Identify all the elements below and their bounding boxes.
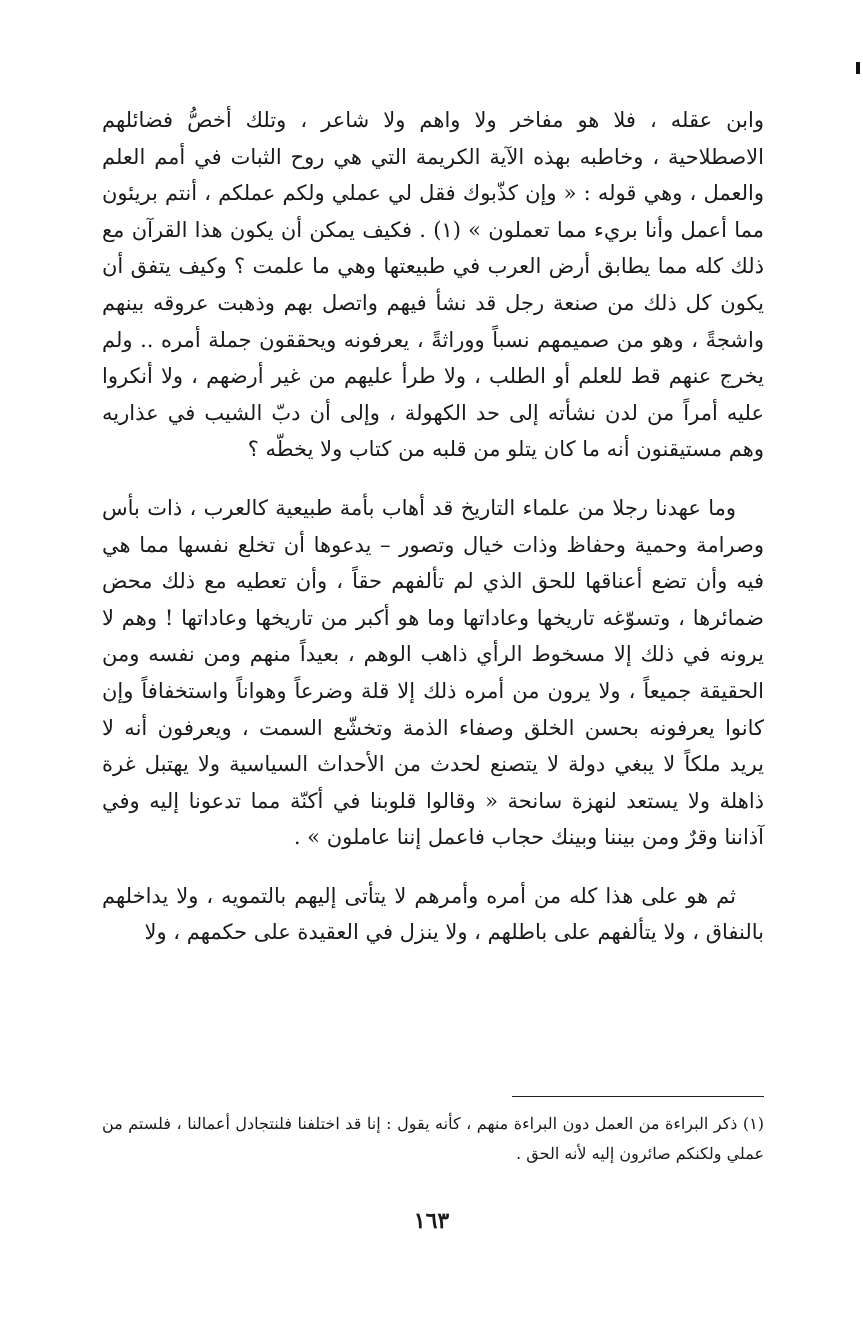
paragraph-2: وما عهدنا رجلا من علماء التاريخ قد أهاب بأمة طبيعية كالعرب ، ذات بأس وصرامة وحمية وحفاظ وذات خيال وتصور – يدعوها أن تخلع نفسها مما هي فيه وأن تضع أعناقها للحق الذي لم تألفهم حقاً ، وأن تعطيه مع ذلك محض ضمائرها ، وتسوّغه تاريخها وعاداتها وما هو أكبر من تاريخها وعاداتها ! وهم لا يرونه في ذلك إلا مسخوط الرأي ذاهب الوهم ، بعيداً منهم ومن نفسه ومن الحقيقة جميعاً ، ولا يرون من أمره ذلك إلا قلة وضرعاً وهواناً واستخفافاً وإن كانوا يعرفونه بحسن الخلق وصفاء الذمة وتخشّع السمت ، ويعرفون أنه لا يريد ملكاً لا يبغي دولة لا يتصنع لحدث من الأحداث السياسية ولا يهتبل غرة ذاهلة ولا يستعد لنهزة سانحة « وقالوا قلوبنا في أكنّة مما تدعونا إليه وفي آذاننا وقرٌ ومن بيننا وبينك حجاب فاعمل إننا عاملون » . xyxy=(102,495,764,850)
footnotes xyxy=(102,1109,764,1169)
footnote-separator xyxy=(512,1096,764,1097)
page-edge-mark xyxy=(856,62,860,74)
paragraph-3: ثم هو على هذا كله من أمره وأمرهم لا يتأتى إليهم بالتمويه ، ولا يداخلهم بالنفاق ، ولا يتألفهم على باطلهم ، ولا ينزل في العقيدة على حكمهم ، ولا xyxy=(102,883,764,945)
paragraph-1: وابن عقله ، فلا هو مفاخر ولا واهم ولا شاعر ، وتلك أخصُّ فضائلهم الاصطلاحية ، وخاطبه بهذه الآية الكريمة التي هي روح الثبات في أمم العلم والعمل ، وهي قوله : « وإن كذّبوك فقل لي عملي ولكم عملكم ، أنتم بريئون مما أعمل وأنا بريء مما تعملون » (١) . فكيف يمكن أن يكون هذا القرآن مع ذلك كله مما يطابق أرض العرب في طبيعتها وهي ما علمت ؟ وكيف يتفق أن يكون كل ذلك من صنعة رجل قد نشأ فيهم واتصل بهم وذهبت عروقه بينهم واشجةً ، وهو من صميمهم نسباً ووراثةً ، يعرفونه ويحققون جملة أمره .. ولم يخرج عنهم قط للعلم أو الطلب ، ولا طرأ عليهم من غير أرضهم ، ولا أنكروا عليه أمراً من لدن نشأته إلى حد الكهولة ، وإلى أن دبّ الشيب في عذاريه وهم مستيقنون أنه ما كان يتلو من قلبه من كتاب ولا يخطّه ؟ xyxy=(102,108,764,462)
footnote-1: (١) ذكر البراءة من العمل دون البراءة منهم ، كأنه يقول : إنا قد اختلفنا فلنتجادل أعمالنا ، فلستم من عملي ولكنكم صائرون إليه لأنه الحق . xyxy=(102,1114,764,1163)
main-text xyxy=(102,102,764,951)
page-number: ١٦٣ xyxy=(413,1208,450,1234)
